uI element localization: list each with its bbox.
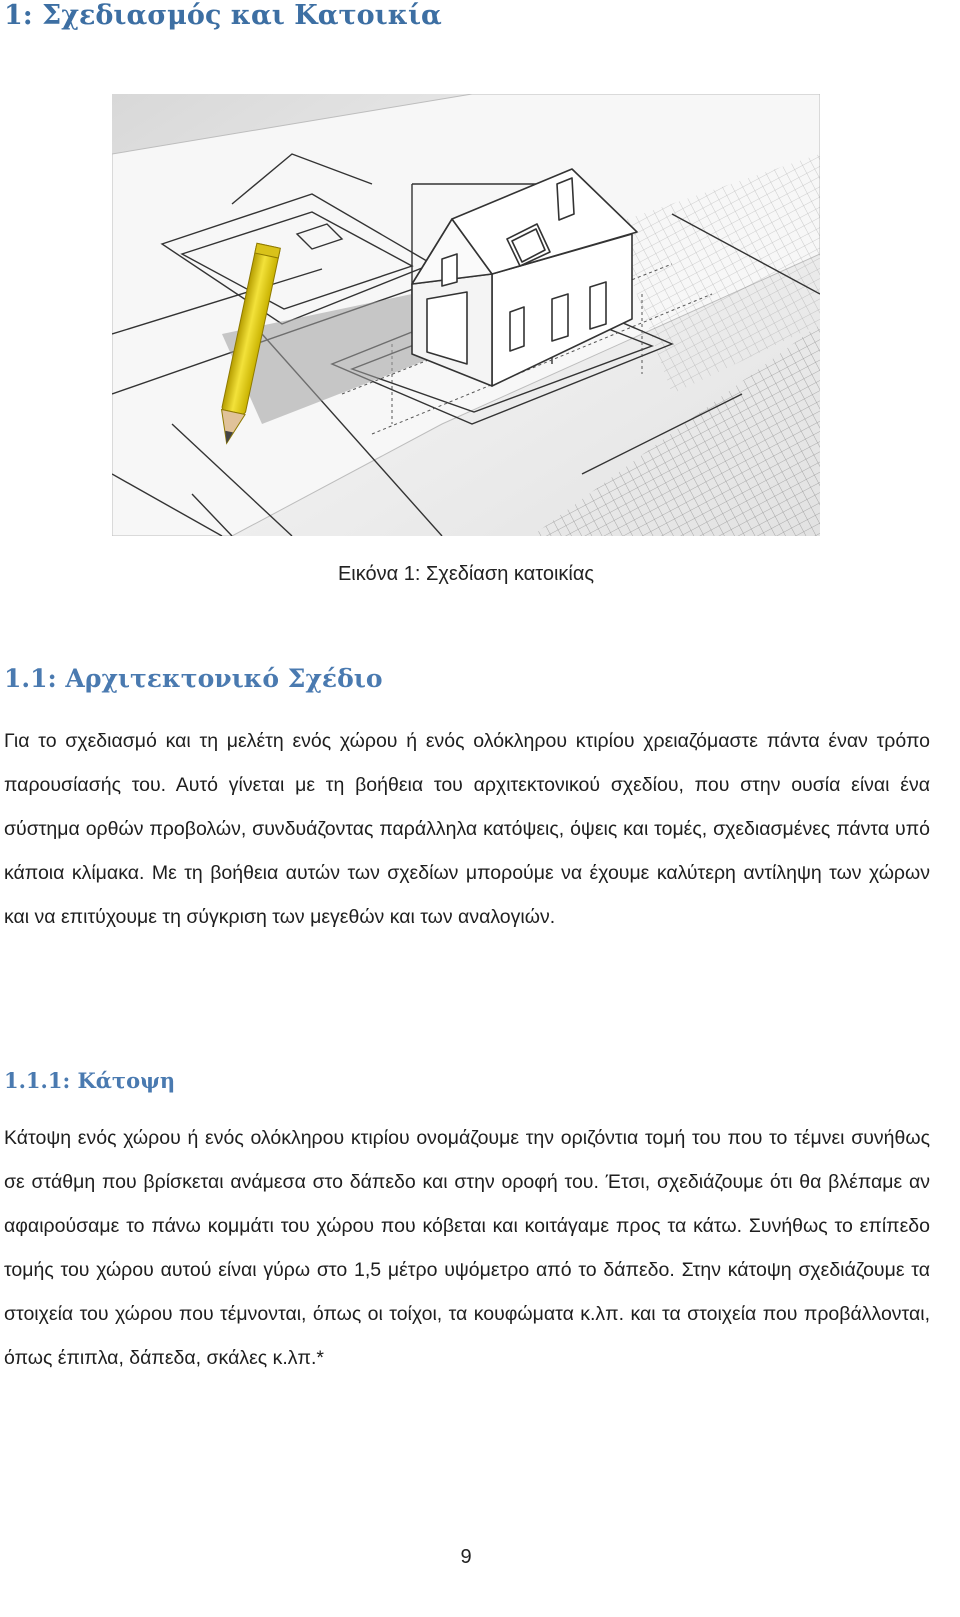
chapter-heading: 1: Σχεδιασμός και Κατοικία <box>4 0 442 31</box>
subsection-paragraph-floor-plan: Κάτοψη ενός χώρου ή ενός ολόκληρου κτιρίου ονομάζουμε την οριζόντια τομή του που το τέμνει συνήθως σε στάθμη που βρίσκεται ανάμεσα στο δάπεδο και στην οροφή του. Έτσι, σχεδιάζουμε ότι θα βλέπαμε αν αφαιρούσαμε το πάνω κομμάτι του χώρου που κόβεται και κοιτάγαμε προς τα κάτω. Συνήθως το επίπεδο τομής του χώρου αυτού είναι γύρω στο 1,5 μέτρο υψόμετρο από το δάπεδο. Στην κάτοψη σχεδιάζουμε τα στοιχεία του χώρου που τέμνονται, όπως οι τοίχοι, τα κουφώματα κ.λπ. και τα στοιχεία που προβάλλονται, όπως έπιπλα, δάπεδα, σκάλες κ.λπ.* <box>4 1127 930 1369</box>
page-number: 9 <box>460 1546 472 1568</box>
figure-caption: Εικόνα 1: Σχεδίαση κατοικίας <box>337 563 595 585</box>
subsection-heading-floor-plan: 1.1.1: Κάτοψη <box>4 1068 176 1093</box>
section-heading-architectural-drawing: 1.1: Αρχιτεκτονικό Σχέδιο <box>4 664 383 693</box>
house-drawing-image <box>112 94 820 536</box>
section-paragraph-architectural-drawing: Για το σχεδιασμό και τη μελέτη ενός χώρου ή ενός ολόκληρου κτιρίου χρειαζόμαστε πάντα έναν τρόπο παρουσίασής του. Αυτό γίνεται με τη βοήθεια του αρχιτεκτονικού σχεδίου, που στην ουσία είναι ένα σύστημα ορθών προβολών, συνδυάζοντας παράλληλα κατόψεις, όψεις και τομές, σχεδιασμένες πάντα υπό κάποια κλίμακα. Με τη βοήθεια αυτών των σχεδίων μπορούμε να έχουμε καλύτερη αντίληψη των χώρων και να επιτύχουμε τη σύγκριση των μεγεθών και των αναλογιών. <box>4 730 930 928</box>
